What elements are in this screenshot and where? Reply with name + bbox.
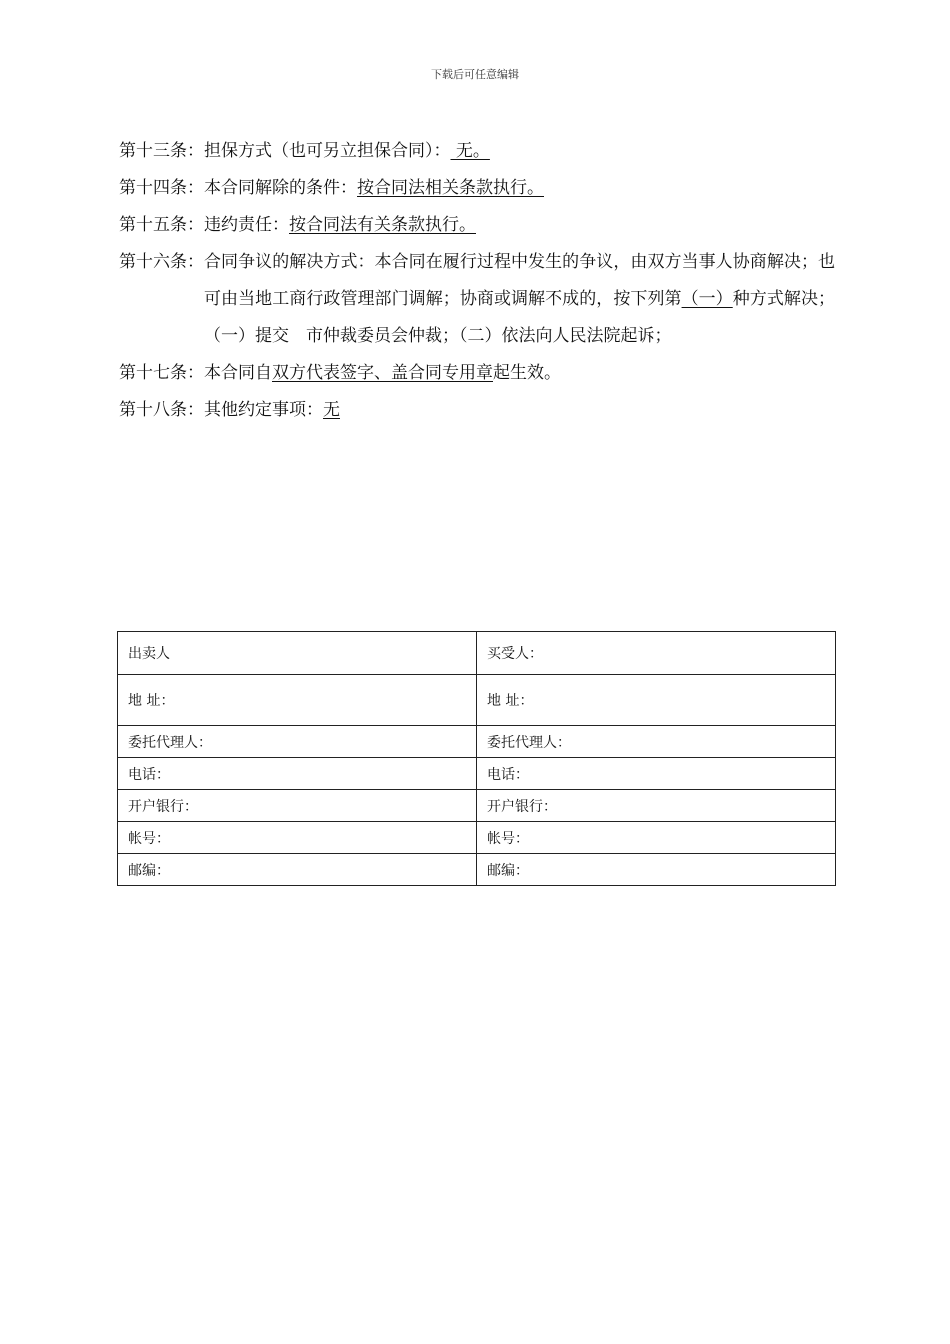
clause-filled-value: 无。 bbox=[450, 141, 490, 161]
buyer-account-cell: 帐号： bbox=[477, 822, 836, 854]
table-row-phone bbox=[118, 758, 836, 790]
buyer-agent-cell: 委托代理人： bbox=[477, 726, 836, 758]
clause-filled-value: 按合同法有关条款执行。 bbox=[289, 215, 476, 235]
buyer-postcode-cell: 邮编： bbox=[477, 854, 836, 886]
clause-text: 合同争议的解决方式：本合同在履行过程中发生的争议，由双方当事人协商解决；也可由当地工商行政管理部门调解；协商或调解不成的，按下列第 bbox=[204, 252, 835, 309]
signature-table bbox=[117, 631, 836, 886]
seller-postcode-cell: 邮编： bbox=[118, 854, 477, 886]
table-row-bank bbox=[118, 790, 836, 822]
contract-clauses bbox=[119, 133, 835, 429]
clause-body bbox=[204, 170, 835, 207]
seller-cell: 出卖人 bbox=[118, 632, 477, 675]
clause-text: 其他约定事项： bbox=[204, 400, 323, 420]
clause-13 bbox=[119, 133, 835, 170]
seller-account-cell: 帐号： bbox=[118, 822, 477, 854]
seller-agent-cell: 委托代理人： bbox=[118, 726, 477, 758]
clause-label: 第十七条： bbox=[119, 363, 204, 383]
clause-label: 第十六条： bbox=[119, 252, 204, 272]
buyer-cell: 买受人： bbox=[477, 632, 836, 675]
clause-18 bbox=[119, 392, 835, 429]
clause-label: 第十八条： bbox=[119, 400, 204, 420]
clause-17 bbox=[119, 355, 835, 392]
clause-body bbox=[204, 133, 835, 170]
clause-filled-value: 按合同法相关条款执行。 bbox=[357, 178, 544, 198]
table-row-account bbox=[118, 822, 836, 854]
clause-text: 本合同自 bbox=[204, 363, 272, 383]
table-row-postcode bbox=[118, 854, 836, 886]
table-row-agent bbox=[118, 726, 836, 758]
clause-body bbox=[204, 207, 835, 244]
clause-text: 本合同解除的条件： bbox=[204, 178, 357, 198]
clause-label: 第十五条： bbox=[119, 215, 204, 235]
clause-body bbox=[204, 392, 835, 429]
seller-bank-cell: 开户银行： bbox=[118, 790, 477, 822]
table-row-party bbox=[118, 632, 836, 675]
clause-label: 第十三条： bbox=[119, 141, 204, 161]
clause-choice-value: （一） bbox=[681, 289, 733, 309]
clause-16 bbox=[119, 244, 835, 355]
buyer-bank-cell: 开户银行： bbox=[477, 790, 836, 822]
clause-text: 违约责任： bbox=[204, 215, 289, 235]
clause-14 bbox=[119, 170, 835, 207]
clause-text-continued: 起生效。 bbox=[493, 363, 561, 383]
clause-label: 第十四条： bbox=[119, 178, 204, 198]
clause-body bbox=[204, 244, 835, 355]
clause-text-continued: 种方式解决；（一）提交 市仲裁委员会仲裁；（二）依法向人民法院起诉； bbox=[204, 289, 836, 346]
seller-address-cell: 地 址： bbox=[118, 675, 477, 726]
table-row-address bbox=[118, 675, 836, 726]
buyer-phone-cell: 电话： bbox=[477, 758, 836, 790]
clause-15 bbox=[119, 207, 835, 244]
seller-phone-cell: 电话： bbox=[118, 758, 477, 790]
clause-text: 担保方式（也可另立担保合同）： bbox=[204, 141, 451, 161]
page-header: 下载后可任意编辑 bbox=[431, 68, 519, 81]
clause-filled-value: 双方代表签字、盖合同专用章 bbox=[272, 363, 493, 383]
clause-filled-value: 无 bbox=[323, 400, 340, 420]
buyer-address-cell: 地 址： bbox=[477, 675, 836, 726]
clause-body bbox=[204, 355, 835, 392]
